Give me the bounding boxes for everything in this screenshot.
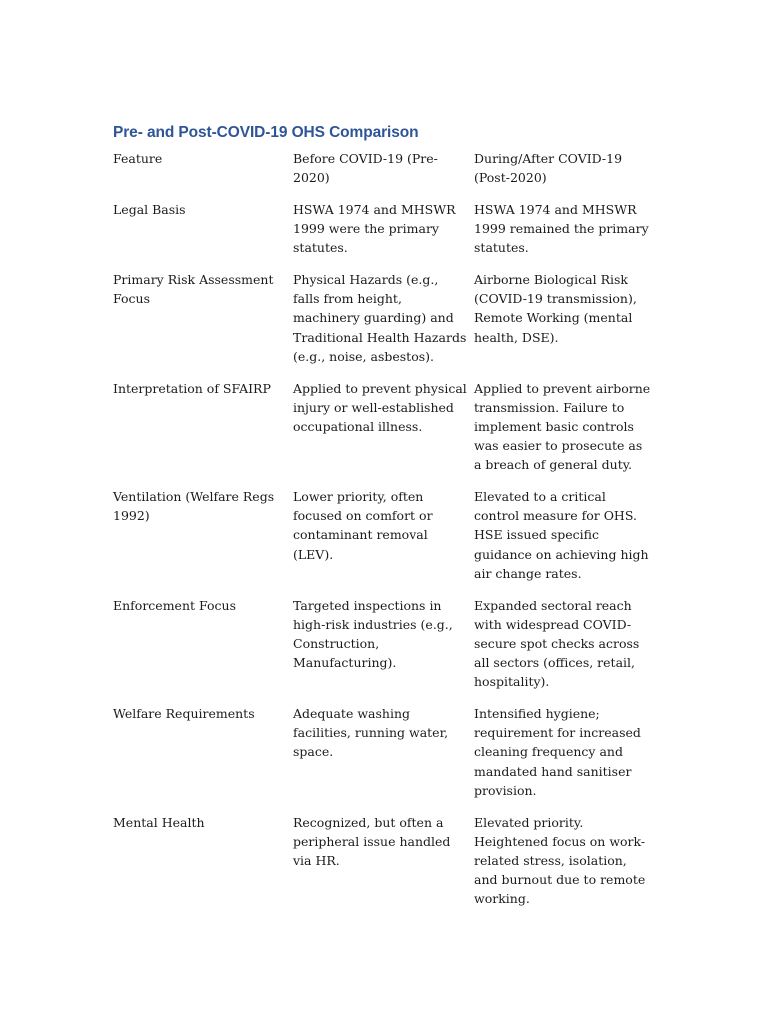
feature-cell: Mental Health bbox=[113, 814, 205, 830]
comparison-table bbox=[113, 149, 653, 909]
after-cell: Intensified hygiene; requirement for increased cleaning frequency and mandated hand sanitiser provision. bbox=[474, 706, 641, 798]
before-cell: Physical Hazards (e.g., falls from height, machinery guarding) and Traditional Health Hazards (e.g., noise, asbestos). bbox=[293, 272, 467, 364]
header-feature: Feature bbox=[113, 151, 163, 166]
table-row bbox=[113, 487, 653, 583]
feature-cell: Enforcement Focus bbox=[113, 597, 236, 613]
after-cell: HSWA 1974 and MHSWR 1999 remained the primary statutes. bbox=[474, 201, 649, 256]
table-row bbox=[113, 200, 653, 258]
feature-cell: Interpretation of SFAIRP bbox=[113, 380, 271, 396]
after-cell: Elevated to a critical control measure for OHS. HSE issued specific guidance on achieving high air change rates. bbox=[474, 489, 649, 581]
before-cell: Applied to prevent physical injury or well-established occupational illness. bbox=[293, 380, 467, 434]
table-row bbox=[113, 813, 653, 909]
after-cell: Airborne Biological Risk (COVID-19 transmission), Remote Working (mental health, DSE). bbox=[474, 272, 637, 345]
feature-cell: Primary Risk Assessment Focus bbox=[113, 272, 274, 307]
feature-cell: Ventilation (Welfare Regs 1992) bbox=[113, 489, 275, 524]
header-before-covid: Before COVID-19 (Pre-2020) bbox=[293, 151, 438, 186]
table-header-row bbox=[113, 149, 653, 187]
before-cell: Lower priority, often focused on comfort or contaminant removal (LEV). bbox=[293, 489, 433, 562]
feature-cell: Legal Basis bbox=[113, 201, 186, 217]
before-cell: Adequate washing facilities, running water, space. bbox=[293, 706, 449, 760]
feature-cell: Welfare Requirements bbox=[113, 706, 255, 722]
table-row bbox=[113, 704, 653, 800]
table-row bbox=[113, 379, 653, 475]
after-cell: Applied to prevent airborne transmission. Failure to implement basic controls was easier to prosecute as a breach of general duty. bbox=[474, 380, 651, 473]
before-cell: HSWA 1974 and MHSWR 1999 were the primary statutes. bbox=[293, 201, 456, 256]
table-row bbox=[113, 270, 653, 366]
document-title: Pre- and Post-COVID-19 OHS Comparison bbox=[113, 124, 419, 141]
after-cell: Expanded sectoral reach with widespread COVID-secure spot checks across all sectors (offices, retail, hospitality). bbox=[474, 597, 640, 690]
before-cell: Targeted inspections in high-risk industries (e.g., Construction, Manufacturing). bbox=[293, 597, 453, 671]
after-cell: Elevated priority. Heightened focus on work-related stress, isolation, and burnout due to remote working. bbox=[474, 814, 646, 907]
before-cell: Recognized, but often a peripheral issue handled via HR. bbox=[293, 814, 451, 868]
table-row bbox=[113, 596, 653, 692]
header-after-covid: During/After COVID-19 (Post-2020) bbox=[474, 151, 623, 186]
